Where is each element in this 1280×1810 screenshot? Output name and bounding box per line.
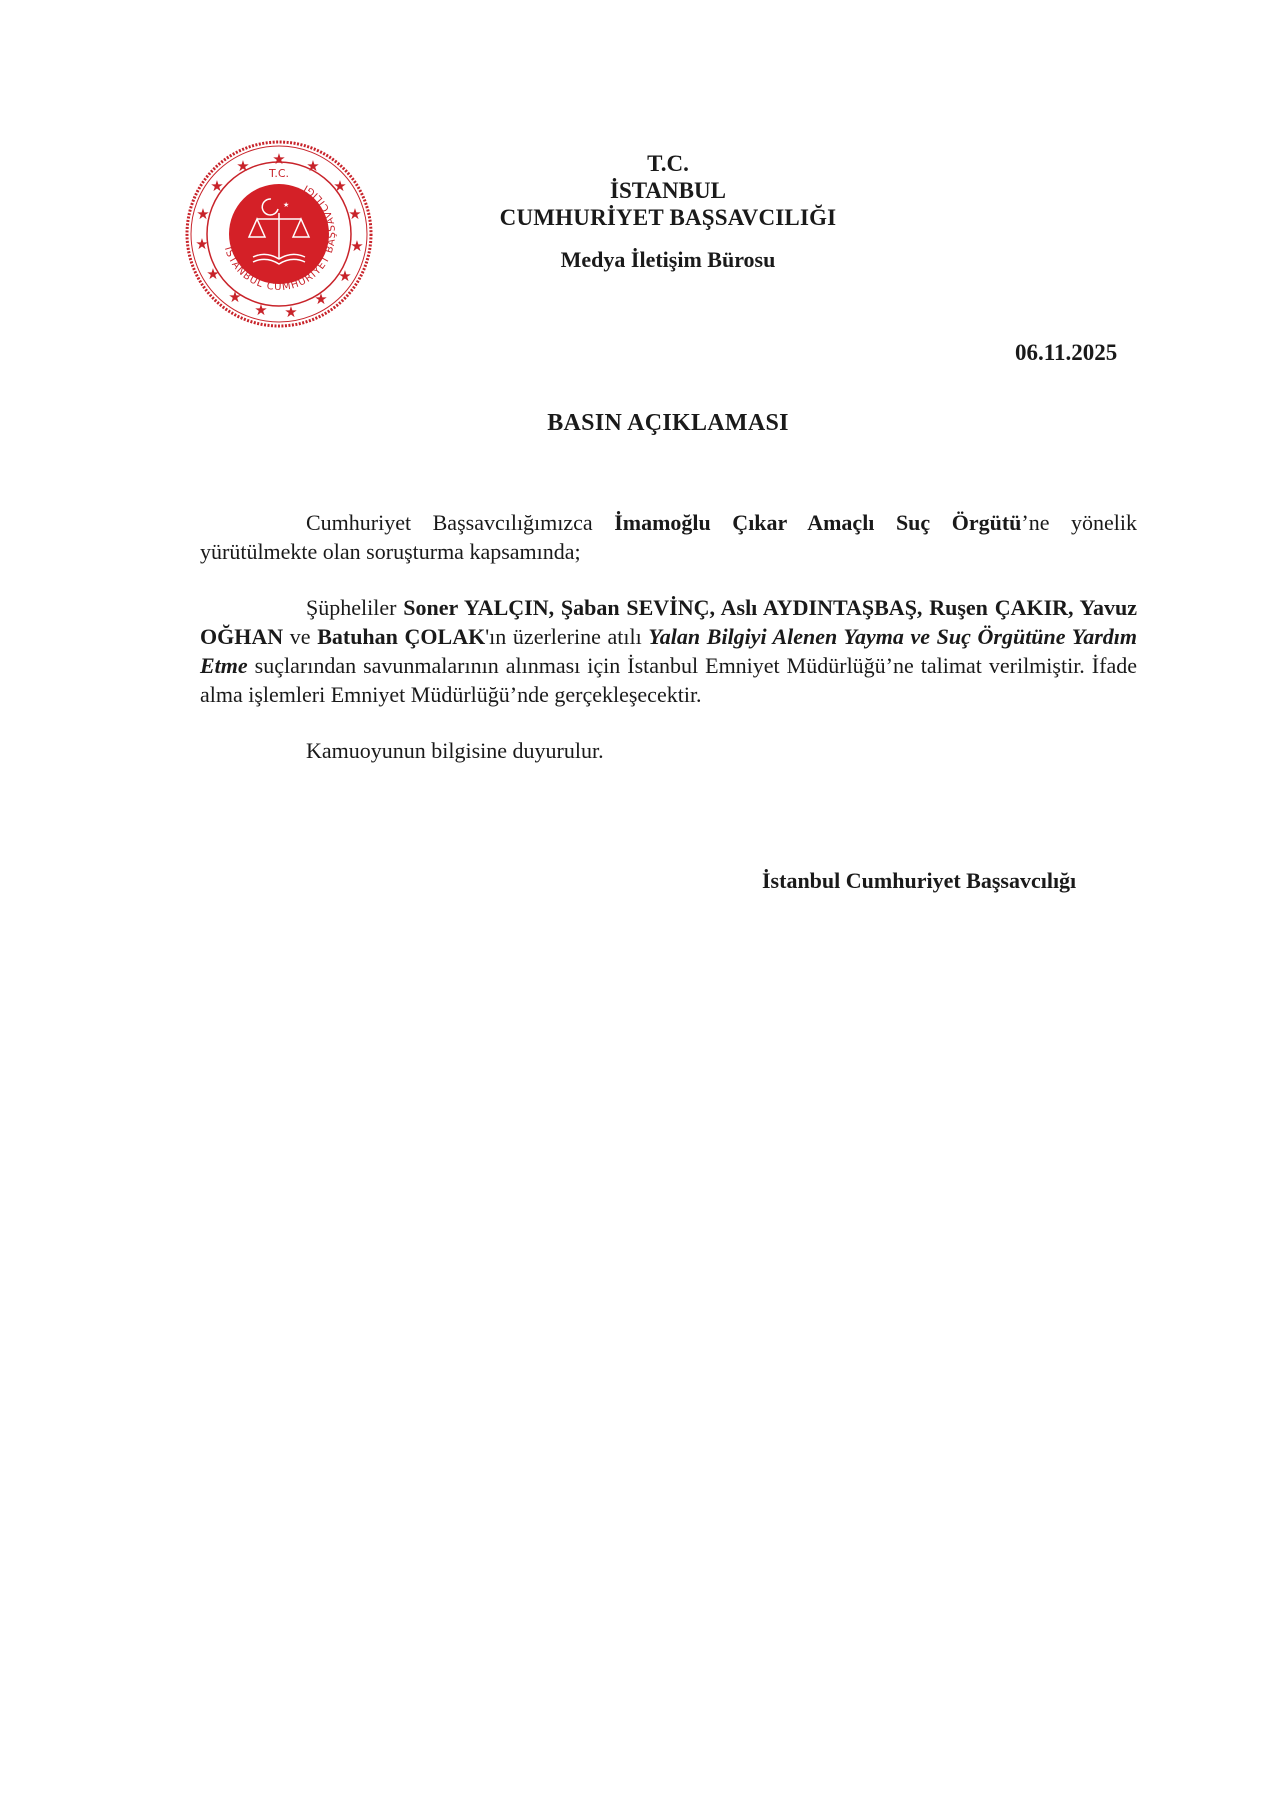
text-span: 'ın üzerlerine atılı bbox=[485, 624, 649, 649]
svg-text:★: ★ bbox=[206, 265, 220, 283]
svg-text:★: ★ bbox=[195, 235, 209, 253]
svg-text:İSTANBUL CUMHURİYET BAŞSAVCILI: İSTANBUL CUMHURİYET BAŞSAVCILIĞI bbox=[221, 181, 339, 294]
svg-text:★: ★ bbox=[228, 288, 242, 306]
svg-text:★: ★ bbox=[210, 177, 224, 195]
svg-text:★: ★ bbox=[333, 177, 347, 195]
prosecutor-office-seal bbox=[183, 139, 375, 329]
svg-text:★: ★ bbox=[196, 205, 210, 223]
paragraph-suspects bbox=[200, 593, 1137, 709]
document-title: BASIN AÇIKLAMASI bbox=[547, 410, 789, 436]
header-department: Medya İletişim Bürosu bbox=[560, 247, 776, 272]
text-span: ve bbox=[283, 624, 318, 649]
svg-text:★: ★ bbox=[348, 205, 362, 223]
charges: Yalan Bilgiyi Alenen Yayma ve Suç Örgütüne Yardım Etme bbox=[200, 624, 1137, 678]
paragraph-closing: Kamuoyunun bilgisine duyurulur. bbox=[306, 738, 604, 763]
signature: İstanbul Cumhuriyet Başsavcılığı bbox=[762, 868, 1077, 893]
header-institution: CUMHURİYET BAŞSAVCILIĞI bbox=[499, 205, 837, 230]
text-span: ’ne yönelik yürütülmekte olan soruşturma kapsamında; bbox=[200, 510, 1137, 564]
svg-text:T.C.: T.C. bbox=[268, 167, 290, 180]
svg-text:★: ★ bbox=[338, 267, 352, 285]
svg-text:★: ★ bbox=[254, 301, 268, 319]
header-tc: T.C. bbox=[647, 151, 689, 176]
text-span: suçlarından savunmalarının alınması için İstanbul Emniyet Müdürlüğü’ne talimat verilmiştir. İfade alma işlemleri Emniyet Müdürlüğü’nde gerçekleşecektir. bbox=[200, 653, 1137, 707]
svg-text:★: ★ bbox=[350, 237, 364, 255]
document-date: 06.11.2025 bbox=[1015, 340, 1118, 365]
svg-text:★: ★ bbox=[314, 290, 328, 308]
suspect-names: Soner YALÇIN, Şaban SEVİNÇ, Aslı AYDINTAŞBAŞ, Ruşen ÇAKIR, Yavuz OĞHAN bbox=[200, 595, 1137, 649]
svg-text:★: ★ bbox=[306, 157, 320, 175]
suspect-name-last: Batuhan ÇOLAK bbox=[317, 624, 486, 649]
document-body bbox=[200, 508, 1137, 765]
document-header bbox=[418, 150, 918, 273]
header-city: İSTANBUL bbox=[610, 178, 726, 203]
svg-text:★: ★ bbox=[283, 201, 290, 209]
svg-text:★: ★ bbox=[272, 150, 286, 168]
text-span: Şüpheliler bbox=[306, 595, 404, 620]
text-span: Cumhuriyet Başsavcılığımızca bbox=[306, 510, 615, 535]
organization-name: İmamoğlu Çıkar Amaçlı Suç Örgütü bbox=[614, 510, 1022, 535]
svg-text:★: ★ bbox=[236, 157, 250, 175]
seal-icon bbox=[183, 139, 375, 329]
paragraph-investigation bbox=[200, 508, 1137, 566]
svg-text:★: ★ bbox=[284, 303, 298, 321]
